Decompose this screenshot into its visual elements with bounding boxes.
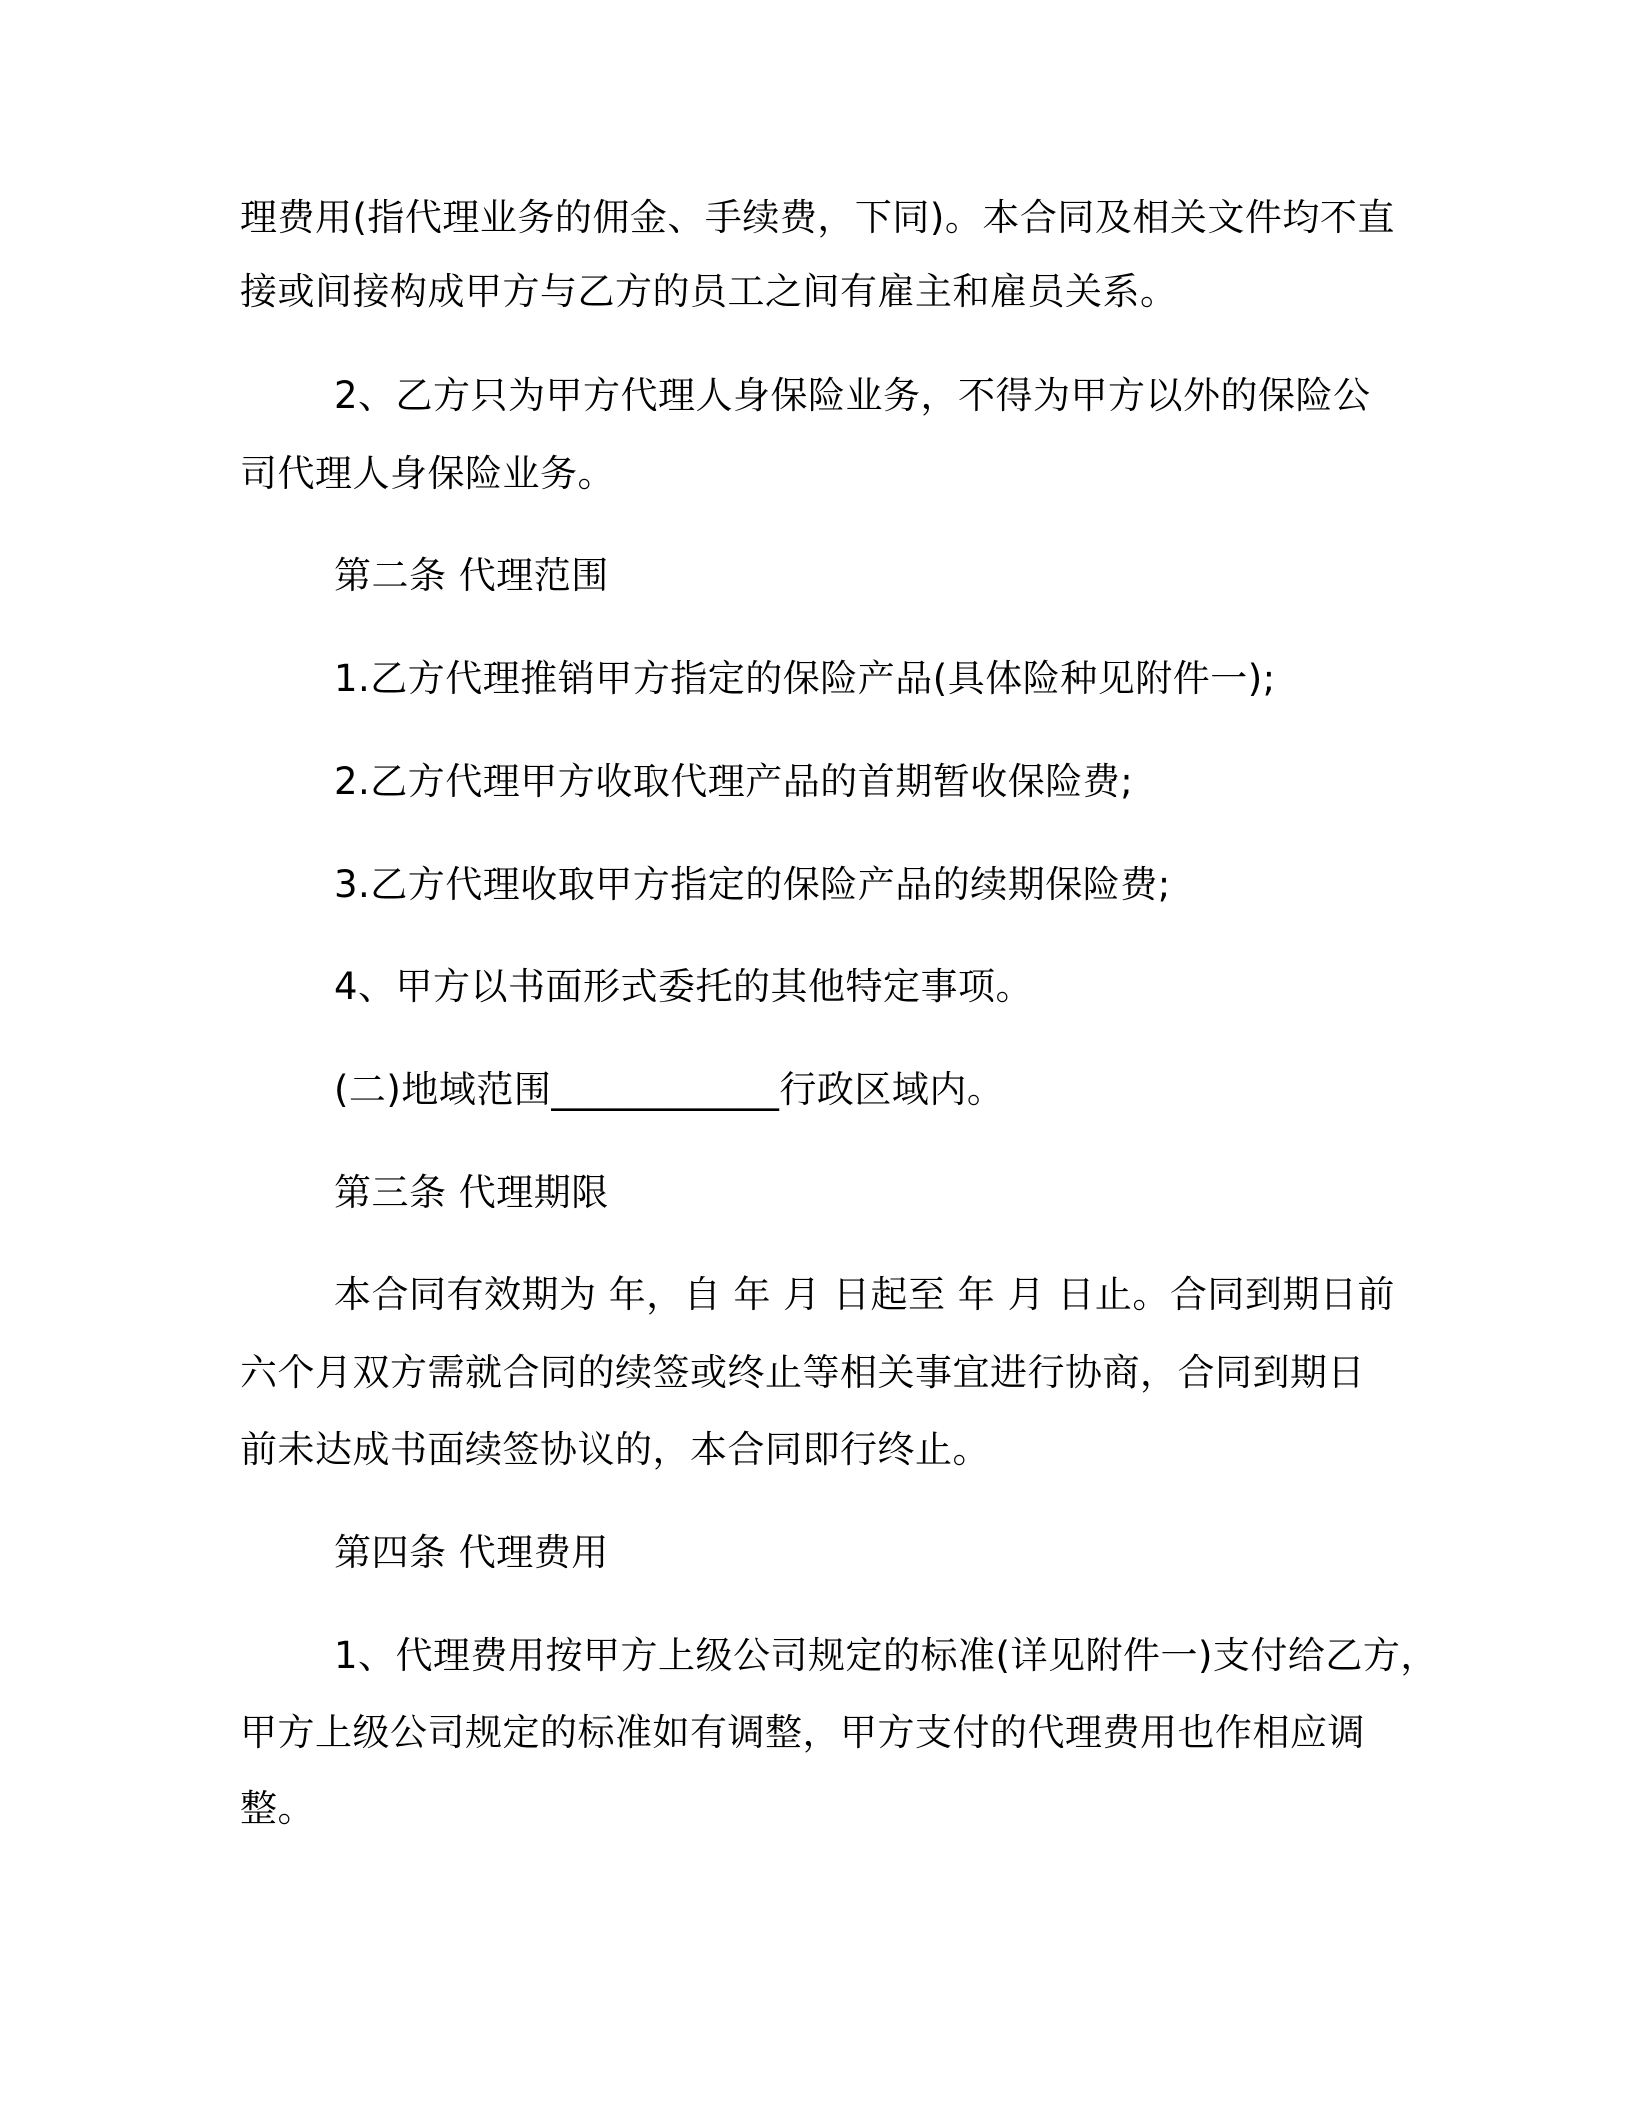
- region-clause: (二)地域范围____________行政区域内。: [334, 1068, 1005, 1111]
- section-heading: 第四条 代理费用: [334, 1531, 609, 1574]
- text-line: 司代理人身保险业务。: [240, 452, 615, 495]
- paragraph-first-line: 本合同有效期为 年，自 年 月 日起至 年 月 日止。合同到期日前: [334, 1273, 1395, 1316]
- text-line: 六个月双方需就合同的续签或终止等相关事宜进行协商，合同到期日: [240, 1351, 1365, 1394]
- list-item: 3.乙方代理收取甲方指定的保险产品的续期保险费;: [334, 863, 1171, 906]
- text-line: 甲方上级公司规定的标准如有调整，甲方支付的代理费用也作相应调: [240, 1711, 1365, 1754]
- list-item: 1.乙方代理推销甲方指定的保险产品(具体险种见附件一);: [334, 657, 1276, 700]
- paragraph-first-line: 2、乙方只为甲方代理人身保险业务，不得为甲方以外的保险公: [334, 374, 1371, 417]
- list-item: 2.乙方代理甲方收取代理产品的首期暂收保险费;: [334, 760, 1134, 803]
- text-line: 整。: [240, 1787, 315, 1830]
- text-line: 理费用(指代理业务的佣金、手续费，下同)。本合同及相关文件均不直: [240, 196, 1395, 239]
- section-heading: 第三条 代理期限: [334, 1171, 609, 1214]
- list-item: 4、甲方以书面形式委托的其他特定事项。: [334, 965, 1034, 1008]
- text-line: 前未达成书面续签协议的，本合同即行终止。: [240, 1428, 990, 1471]
- text-line: 接或间接构成甲方与乙方的员工之间有雇主和雇员关系。: [240, 270, 1178, 313]
- section-heading: 第二条 代理范围: [334, 554, 609, 597]
- paragraph-first-line: 1、代理费用按甲方上级公司规定的标准(详见附件一)支付给乙方，: [334, 1634, 1438, 1677]
